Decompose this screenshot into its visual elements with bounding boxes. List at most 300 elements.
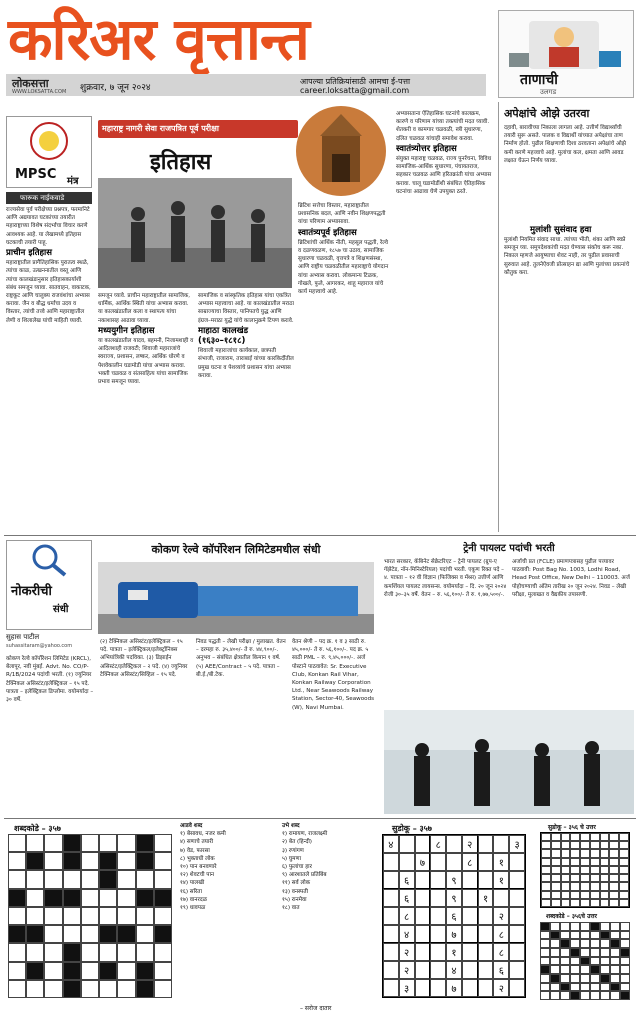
sudoku-cell — [415, 871, 431, 889]
crossword-answer-cell — [600, 931, 610, 940]
section-divider — [4, 535, 636, 536]
ozhe-text-2: मुलांशी नियमित संवाद साधा. त्यांच्या भीती, शंका आणि स्वप्ने समजून घ्या. समुपदेशकांची मदत घेण्यास संकोच करू नका. निकाल म्हणजे आयुष्याचा शेवट नाही, तर पुढील प्रवासाची सुरुवात आहे. तुलनेऐवजी प्रोत्साहन द्या आणि मुलांच्या प्रयत्नांचे कौतुक करा. — [504, 237, 630, 276]
crossword-cell — [154, 834, 172, 852]
nokri-author: सुहास पाटील — [6, 633, 40, 641]
crossword-answer-cell — [620, 948, 630, 957]
sudoku-cell — [509, 889, 525, 907]
sudoku-answer-title: सुडोकू – ३५६ चे उत्तर — [548, 824, 596, 831]
sudoku-answer-cell — [600, 882, 610, 890]
mpsc-col3-text: सामाजिक व सांस्कृतिक इतिहास यांचा एकत्रित अभ्यास महत्त्वाचा आहे. या कालखंडातील मराठा साम्राज्याचा विस्तार, पानिपतचे युद्ध आणि इंग्रज–मराठा युद्धे यांचे कालानुक्रमे टिपण करावे. — [198, 293, 294, 324]
sudoku-answer-cell — [609, 841, 619, 849]
sudoku-grid — [382, 834, 526, 998]
sudoku-answer-cell — [580, 891, 590, 899]
sudoku-answer-cell — [590, 899, 600, 907]
mpsc-banner: महाराष्ट्र नागरी सेवा राजपत्रित पूर्व परीक्षा — [98, 120, 298, 138]
sudoku-answer-cell — [600, 833, 610, 841]
sudoku-answer-cell — [551, 891, 561, 899]
crossword-cell — [136, 907, 154, 925]
clue-across: १७) वानरदळ — [180, 896, 207, 903]
sudoku-cell: ९ — [446, 889, 462, 907]
heading-prachin: प्राचीन इतिहास — [6, 248, 52, 259]
sudoku-cell — [478, 961, 494, 979]
crossword-cell — [99, 889, 117, 907]
sudoku-cell: १ — [493, 853, 509, 871]
sudoku-answer-cell — [541, 866, 551, 874]
crossword-answer-cell — [560, 965, 570, 974]
clue-down: ९) आरशातले प्रतिबिंब — [282, 872, 327, 879]
crossword-cell — [81, 907, 99, 925]
mpsc-mitra: मंत्र — [67, 176, 79, 187]
mpsc-col1-text: महाराष्ट्रातील प्रागैतिहासिक पुरातत्व स्थळे, त्यांचा काळ, उत्खननातील वस्तू आणि त्यांचा कालखंडानुसार इतिहासकार्याशी संबंध समजून घ्यावा. सातवाहन, वाकाटक, राष्ट्रकूट आणि चालुक्य राजवंशांचा अभ्यास करावा. जैन व बौद्ध धर्मांचा उदय व विस्तार, त्यांची तत्त्वे आणि महाराष्ट्रातील लेणी व शिलालेख यांची माहिती घ्यावी. — [6, 260, 91, 324]
crossword-answer-cell — [580, 939, 590, 948]
crossword-cell — [99, 907, 117, 925]
sudoku-answer-cell — [590, 874, 600, 882]
sudoku-cell — [462, 961, 478, 979]
crossword-answer-cell — [590, 931, 600, 940]
sudoku-answer-cell — [570, 899, 580, 907]
sudoku-cell — [399, 835, 415, 853]
contact-email: career.loksatta@gmail.com — [300, 86, 410, 95]
mpsc-col5b-text: संयुक्त महाराष्ट्र चळवळ, राज्य पुनर्रचना, विविध सामाजिक-आर्थिक सुधारणा, पंचायतराज, सहकार चळवळ आणि हरितक्रांती यांचा अभ्यास करावा. चालू घडामोडींशी संबंधित ऐतिहासिक घटनांचा आढावा घेणे उपयुक्त ठरते. — [396, 156, 492, 195]
crossword-answer-cell — [610, 974, 620, 983]
page-title: करिअर वृत्तान्त — [8, 5, 309, 73]
crossword-answer-cell — [560, 991, 570, 1000]
crossword-answer-cell — [580, 991, 590, 1000]
sudoku-answer-cell — [600, 891, 610, 899]
crossword-answer-cell — [600, 939, 610, 948]
crossword-cell — [44, 889, 62, 907]
crossword-setter: – सरोज दातार — [300, 1005, 332, 1012]
crossword-answer-cell — [570, 957, 580, 966]
sudoku-answer-cell — [609, 882, 619, 890]
sudoku-cell — [478, 871, 494, 889]
crossword-cell — [8, 834, 26, 852]
clue-down: १) रामायण, राजलक्ष्मी — [282, 831, 328, 838]
sudoku-answer-cell — [580, 849, 590, 857]
sudoku-answer-cell — [561, 899, 571, 907]
clues-across-title: आडवे शब्द — [180, 823, 203, 829]
crossword-answer-cell — [570, 974, 580, 983]
sudoku-answer-cell — [619, 849, 629, 857]
sudoku-cell — [509, 943, 525, 961]
crossword-cell — [63, 870, 81, 888]
crossword-cell — [63, 980, 81, 998]
crossword-cell — [117, 980, 135, 998]
nokri-col1-text: कोकण रेल्वे कॉर्पोरेशन लिमिटेड (KRCL), बेलापूर, नवी मुंबई. Advt. No. CO/P-R/1B/2024 पदांची भरती. (१) ज्युनियर टेक्निकल असिस्टंट/इलेक्ट्रिकल – १५ पदे. पात्रता – इलेक्ट्रिकल डिप्लोमा. वयोमर्यादा – ३० वर्षे. — [6, 656, 94, 704]
crossword-answer-cell — [580, 931, 590, 940]
crossword-answer-cell — [590, 957, 600, 966]
crossword-answer-cell — [620, 957, 630, 966]
crossword-answer-cell — [590, 922, 600, 931]
clue-down: ३) रणांगण — [282, 847, 304, 854]
sudoku-cell — [509, 871, 525, 889]
crossword-cell — [26, 907, 44, 925]
ozhe-subhead: मुलांशी सुसंवाद हवा — [530, 225, 592, 235]
crossword-answer-cell — [540, 991, 550, 1000]
crossword-answer-cell — [580, 957, 590, 966]
sudoku-answer-cell — [590, 858, 600, 866]
nokri-subtitle: संधी — [53, 604, 69, 615]
sudoku-answer-cell — [590, 841, 600, 849]
nokri-col2-text: (२) टेक्निकल असिस्टंट/इलेक्ट्रिकल – १५ पदे. पात्रता – इलेक्ट्रिकल/इलेक्ट्रॉनिक्स अभियांत्रिकी पदविका. (३) डिझाईन असिस्टंट/इलेक्ट्रिकल – २ पदे. (४) ज्युनियर टेक्निकल असिस्टंट/सिव्हिल – १५ पदे. — [100, 639, 188, 678]
crossword-answer-cell — [560, 931, 570, 940]
sudoku-answer-cell — [600, 841, 610, 849]
sudoku-answer-cell — [551, 858, 561, 866]
crossword-answer-cell — [620, 939, 630, 948]
crossword-cell — [136, 870, 154, 888]
sudoku-cell — [462, 943, 478, 961]
crossword-cell — [136, 925, 154, 943]
crossword-answer-cell — [600, 965, 610, 974]
sudoku-answer-cell — [541, 841, 551, 849]
clue-across: १६) सरिता — [180, 888, 202, 895]
mpsc-col2-text: समजून घ्यावे. प्राचीन महाराष्ट्रातील सामाजिक, धार्मिक, आर्थिक स्थिती यांचा अभ्यास करावा. या कालखंडातील कला व स्थापत्य यांचा नकाशासह आढावा घ्यावा. — [98, 293, 191, 324]
sudoku-answer-cell — [619, 899, 629, 907]
sudoku-cell: ८ — [493, 925, 509, 943]
crossword-cell — [8, 925, 26, 943]
crossword-cell — [8, 980, 26, 998]
crossword-cell — [99, 925, 117, 943]
crossword-answer-grid — [540, 922, 630, 1000]
sudoku-cell — [462, 907, 478, 925]
sudoku-answer-cell — [551, 882, 561, 890]
heading-swatantrya-purva: स्वातंत्र्यपूर्व इतिहास — [298, 227, 357, 238]
crossword-cell — [99, 962, 117, 980]
sudoku-answer-cell — [541, 899, 551, 907]
crossword-cell — [117, 870, 135, 888]
sudoku-answer-cell — [619, 858, 629, 866]
crossword-cell — [99, 834, 117, 852]
nokri-author-email: suhassitaram@yahoo.com — [6, 643, 73, 649]
sudoku-answer-cell — [541, 891, 551, 899]
sudoku-cell — [430, 853, 446, 871]
crossword-answer-cell — [570, 931, 580, 940]
crossword-cell — [136, 889, 154, 907]
crossword-answer-cell — [590, 991, 600, 1000]
sudoku-answer-cell — [561, 833, 571, 841]
crossword-title: शब्दकोडे – ३५७ — [14, 824, 61, 833]
sudoku-answer-cell — [551, 841, 561, 849]
sudoku-answer-cell — [570, 874, 580, 882]
crossword-cell — [117, 889, 135, 907]
crossword-answer-cell — [550, 983, 560, 992]
crossword-answer-cell — [540, 931, 550, 940]
sudoku-cell — [462, 889, 478, 907]
crossword-cell — [26, 962, 44, 980]
crossword-cell — [44, 962, 62, 980]
sudoku-cell — [478, 835, 494, 853]
crossword-answer-cell — [570, 991, 580, 1000]
sudoku-cell — [509, 853, 525, 871]
sudoku-answer-cell — [570, 841, 580, 849]
sudoku-cell — [509, 961, 525, 979]
crossword-answer-cell — [600, 991, 610, 1000]
clue-down: २) बेत (हिन्दी) — [282, 839, 312, 846]
crossword-answer-cell — [540, 974, 550, 983]
sudoku-answer-cell — [551, 899, 561, 907]
crossword-answer-cell — [610, 957, 620, 966]
crossword-cell — [117, 925, 135, 943]
crossword-cell — [63, 889, 81, 907]
ozhe-title: अपेक्षांचे ओझे उतरवा — [504, 107, 590, 120]
clue-across: ४) सणाचे तयारी — [180, 839, 214, 846]
crossword-cell — [8, 962, 26, 980]
sudoku-cell — [462, 979, 478, 997]
crossword-cell — [8, 889, 26, 907]
sudoku-cell — [383, 871, 399, 889]
sudoku-answer-cell — [600, 866, 610, 874]
crossword-answer-cell — [600, 957, 610, 966]
crossword-cell — [63, 943, 81, 961]
sidebar-title: ताणाची — [520, 72, 558, 88]
crossword-cell — [136, 980, 154, 998]
sudoku-cell — [509, 925, 525, 943]
sudoku-cell — [446, 853, 462, 871]
nokri-col4-text: वेतन श्रेणी – पद क्र. १ व ३ साठी रु. ४५,०००/- ते रु. ५६,१००/-. पद क्र. ५ साठी PML – रु. ९,४५,०००/-. अर्ज पोस्टाने पाठवावेत: Sr. Executive Club, Konkan Rail Vihar, Konkan Railway Corporation Ltd., Near Seawoods Railway Station, Sector-40, Seawoods (W), Navi Mumbai. — [292, 639, 375, 711]
crossword-answer-cell — [610, 931, 620, 940]
heading-maratha: माहाठा कालखंड — [198, 325, 249, 336]
sudoku-cell: ३ — [399, 979, 415, 997]
sudoku-answer-cell — [580, 899, 590, 907]
crossword-answer-cell — [600, 974, 610, 983]
sudoku-answer-cell — [580, 841, 590, 849]
crossword-cell — [154, 870, 172, 888]
sudoku-cell: २ — [493, 907, 509, 925]
sudoku-answer-cell — [541, 874, 551, 882]
sudoku-cell: १ — [446, 943, 462, 961]
sudoku-answer-cell — [561, 841, 571, 849]
sidebar-box — [498, 10, 634, 98]
clues-across — [180, 822, 280, 1002]
mpsc-intro: राज्यसेवा पूर्व परीक्षेच्या प्रश्नपत्र, फरमानिटे आणि अद्ययावत घटकांच्या तयारीत महाराष्ट्राच्या विशेष संदर्भाचा विचार करणे आवश्यक आहे. या लेखामध्ये इतिहास घटकाची तयारी पाहू. — [6, 207, 90, 246]
issue-date: शुक्रवार, ७ जून २०२४ — [80, 83, 151, 93]
clues-down-title: उभे शब्द — [282, 823, 300, 829]
crossword-cell — [136, 834, 154, 852]
section-divider-2 — [4, 818, 636, 819]
crossword-cell — [44, 907, 62, 925]
crossword-cell — [99, 870, 117, 888]
sudoku-answer-cell — [551, 866, 561, 874]
sudoku-cell — [383, 907, 399, 925]
crossword-cell — [154, 925, 172, 943]
crossword-answer-cell — [580, 974, 590, 983]
pilot-col1-text: भारत सरकार, कॅबिनेट सेक्रेटरिएट – ट्रेनी पायलट (ग्रुप-ए गॅझेटेड, नॉन-मिनिस्टेरियल) पदांची भरती. एकूण रिक्त पदे – ४. पात्रता – १२ वी विज्ञान (फिजिक्स व मॅथ्स) उत्तीर्ण आणि कमर्शियल पायलट लायसन्स. वयोमर्यादा – दि. २० जून २०२४ रोजी ३०–३५ वर्षे. वेतन – रु. ५६,१००/- ते रु. १,७७,५००/-. — [384, 559, 507, 598]
sudoku-cell — [430, 943, 446, 961]
crossword-cell — [81, 834, 99, 852]
sudoku-cell — [383, 961, 399, 979]
sudoku-answer-cell — [600, 858, 610, 866]
mpsc-emblem-icon — [29, 121, 69, 161]
crossword-cell — [63, 962, 81, 980]
crossword-cell — [63, 834, 81, 852]
ozhe-text-1: दहावी, बारावीच्या निकाला लागला आहे. उत्तीर्ण विद्यार्थ्यांची तयारी सुरू असते. पालक व विद्यार्थी यांच्यात अपेक्षांचा ताण निर्माण होतो. पुढील शिक्षणाची दिशा ठरवताना अपेक्षांचे ओझे कमी करणे महत्त्वाचे आहे. मुलांचा कल, क्षमता आणि आवड लक्षात घेऊन निर्णय घ्यावा. — [504, 125, 626, 164]
crossword-cell — [136, 962, 154, 980]
crossword-answer-cell — [540, 957, 550, 966]
crossword-answer-cell — [620, 974, 630, 983]
crossword-answer-cell — [550, 957, 560, 966]
sudoku-cell: ६ — [399, 889, 415, 907]
sudoku-cell — [493, 889, 509, 907]
crossword-answer-cell — [620, 983, 630, 992]
sudoku-answer-cell — [619, 874, 629, 882]
crossword-answer-cell — [570, 922, 580, 931]
crossword-cell — [26, 834, 44, 852]
temple-illustration-icon — [292, 104, 390, 198]
sudoku-cell — [415, 961, 431, 979]
sudoku-cell — [430, 925, 446, 943]
crossword-cell — [8, 852, 26, 870]
mpsc-column-4 — [298, 202, 390, 532]
sudoku-cell — [509, 979, 525, 997]
sudoku-cell: ७ — [446, 925, 462, 943]
crossword-cell — [44, 834, 62, 852]
mpsc-col3b-text: शिवाजी महाराजांचा कार्यकाल, छत्रपती संभाजी, राजाराम, ताराबाई यांच्या कारकिर्दीतील प्रमुख घटना व पेशव्यांचे प्रशासन यांचा अभ्यास करावा. — [198, 348, 294, 379]
train-photo — [98, 562, 374, 634]
crossword-cell — [44, 870, 62, 888]
crossword-cell — [26, 943, 44, 961]
mpsc-author: फारूक नाईकवाडे — [6, 192, 92, 204]
crossword-cell — [154, 907, 172, 925]
crossword-answer-cell — [620, 965, 630, 974]
crossword-answer-cell — [550, 939, 560, 948]
nokri-title: नोकरीची — [11, 584, 52, 599]
crossword-cell — [154, 889, 172, 907]
crossword-answer-cell — [620, 931, 630, 940]
crossword-answer-cell — [590, 974, 600, 983]
clue-down: ६) फुलांचा हार — [282, 864, 312, 871]
clues-down — [282, 822, 374, 1002]
sudoku-cell — [446, 835, 462, 853]
crossword-cell — [81, 962, 99, 980]
sudoku-cell: ८ — [430, 835, 446, 853]
crossword-answer-title: शब्दकोडे – ३५६चे उत्तर — [546, 913, 597, 920]
heading-maratha-years: (१६३०–१८१८) — [198, 336, 246, 347]
crossword-answer-cell — [590, 965, 600, 974]
sudoku-answer-cell — [590, 882, 600, 890]
crossword-cell — [26, 870, 44, 888]
crossword-answer-cell — [550, 948, 560, 957]
sudoku-answer-cell — [561, 874, 571, 882]
crossword-cell — [99, 943, 117, 961]
sudoku-answer-cell — [600, 874, 610, 882]
crossword-cell — [154, 943, 172, 961]
crossword-answer-cell — [540, 983, 550, 992]
sudoku-cell — [383, 853, 399, 871]
crossword-cell — [63, 907, 81, 925]
sudoku-cell — [415, 925, 431, 943]
crossword-answer-cell — [590, 939, 600, 948]
sudoku-cell — [493, 835, 509, 853]
sudoku-answer-cell — [541, 858, 551, 866]
sudoku-answer-cell — [551, 874, 561, 882]
mpsc-column-3 — [198, 292, 294, 532]
mpsc-col4b-text: ब्रिटिशांची आर्थिक नीती, महसूल पद्धती, रेल्वे व दळणवळण, १८५७ चा उठाव, सामाजिक सुधारणा चळवळी, वृत्तपत्रे व शिक्षणसंस्था, आणि राष्ट्रीय चळवळीतील महाराष्ट्राचे योगदान यांचा अभ्यास करावा. लोकमान्य टिळक, गोखले, फुले, आगरकर, शाहू महाराज यांचे कार्य महत्त्वाचे आहे. — [298, 239, 389, 296]
crossword-cell — [154, 852, 172, 870]
clue-across: १२) शेवटची पान — [180, 872, 215, 879]
crossword-cell — [44, 925, 62, 943]
sudoku-cell: ८ — [462, 853, 478, 871]
sudoku-answer-cell — [580, 874, 590, 882]
crossword-answer-cell — [600, 948, 610, 957]
clue-down: ११) सर्व लोक — [282, 880, 310, 887]
sudoku-cell — [478, 907, 494, 925]
heading-swatantryottar: स्वातंत्र्योत्तर इतिहास — [396, 143, 457, 154]
sudoku-cell — [478, 943, 494, 961]
sudoku-answer-cell — [580, 882, 590, 890]
crossword-answer-cell — [540, 939, 550, 948]
sudoku-cell — [509, 907, 525, 925]
sudoku-cell — [415, 907, 431, 925]
crossword-cell — [26, 852, 44, 870]
sudoku-cell: ९ — [446, 871, 462, 889]
sudoku-answer-cell — [590, 849, 600, 857]
crossword-cell — [81, 925, 99, 943]
crossword-answer-cell — [610, 991, 620, 1000]
crossword-answer-cell — [540, 948, 550, 957]
sudoku-answer-cell — [600, 899, 610, 907]
sudoku-cell: २ — [493, 979, 509, 997]
crossword-cell — [63, 852, 81, 870]
sudoku-cell — [383, 925, 399, 943]
crossword-answer-cell — [610, 965, 620, 974]
sudoku-answer-cell — [570, 882, 580, 890]
sudoku-answer-cell — [570, 833, 580, 841]
crossword-answer-cell — [590, 948, 600, 957]
sudoku-answer-cell — [561, 882, 571, 890]
clue-down: १३) वनस्पती — [282, 888, 308, 895]
website: WWW.LOKSATTA.COM — [12, 89, 67, 95]
sudoku-cell: २ — [462, 835, 478, 853]
clue-across: १४) पालखी — [180, 880, 205, 887]
sudoku-answer-cell — [580, 858, 590, 866]
crossword-cell — [136, 943, 154, 961]
sudoku-cell: ४ — [446, 961, 462, 979]
sudoku-answer-cell — [609, 891, 619, 899]
crossword-answer-cell — [550, 974, 560, 983]
sudoku-cell — [430, 979, 446, 997]
crossword-answer-cell — [560, 922, 570, 931]
sudoku-cell: ४ — [383, 835, 399, 853]
sudoku-cell — [478, 853, 494, 871]
sudoku-cell — [478, 979, 494, 997]
sudoku-answer-cell — [619, 882, 629, 890]
mpsc-column-1 — [6, 206, 92, 532]
sudoku-answer-cell — [609, 833, 619, 841]
crossword-cell — [117, 943, 135, 961]
sudoku-answer-cell — [590, 866, 600, 874]
clue-across: ७) वेड, फारसा — [180, 847, 210, 854]
crossword-answer-cell — [610, 983, 620, 992]
clue-across: १०) पान बनवणारे — [180, 864, 217, 871]
sudoku-cell: ६ — [493, 961, 509, 979]
sudoku-cell: २ — [399, 961, 415, 979]
crossword-answer-cell — [560, 983, 570, 992]
crossword-cell — [136, 852, 154, 870]
clue-down: १५) रानमेवा — [282, 896, 307, 903]
sudoku-cell: ८ — [399, 907, 415, 925]
sudoku-cell — [415, 979, 431, 997]
crossword-cell — [154, 980, 172, 998]
magnifier-icon — [29, 543, 69, 577]
sudoku-answer-cell — [619, 866, 629, 874]
sudoku-answer-cell — [580, 833, 590, 841]
heading-madhya: मध्ययुगीन इतिहास — [98, 325, 155, 336]
sudoku-answer-cell — [619, 891, 629, 899]
sudoku-cell: ६ — [446, 907, 462, 925]
sudoku-answer-cell — [609, 866, 619, 874]
crossword-cell — [44, 943, 62, 961]
crossword-cell — [117, 962, 135, 980]
